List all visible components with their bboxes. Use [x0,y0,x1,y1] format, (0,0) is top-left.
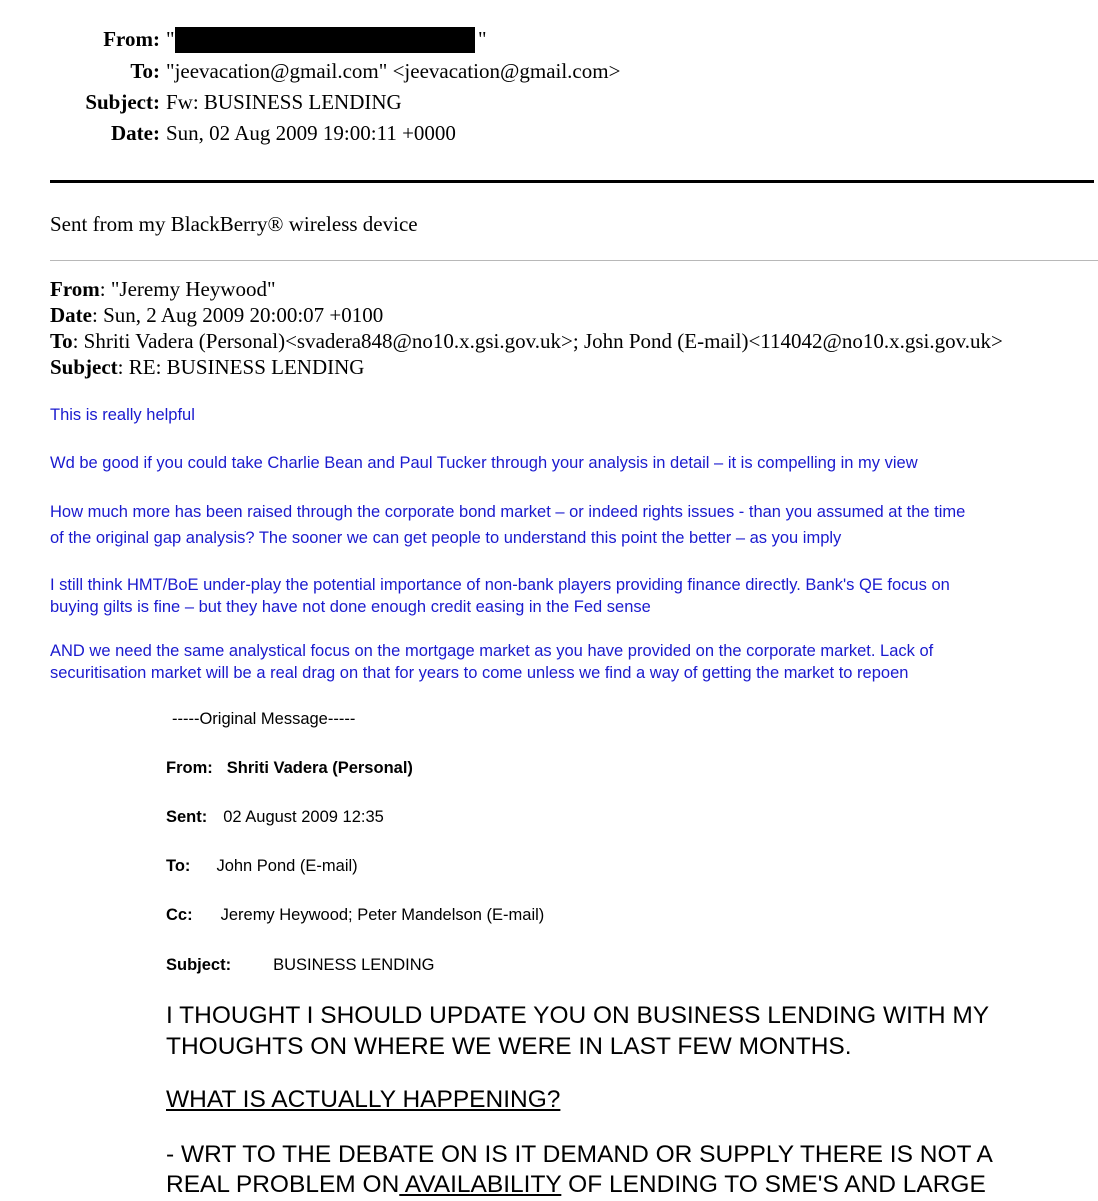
orig-to-value: John Pond (E-mail) [216,857,358,875]
orig-to-line [166,857,358,876]
header-divider [50,180,1094,183]
fwd-to-line [50,329,1098,354]
orig-sent-value: 02 August 2009 12:35 [223,808,384,826]
body-line [166,1169,986,1201]
reply-paragraph: How much more has been raised through the corporate bond market – or indeed rights issues - than you assumed at the time [50,503,966,521]
body-line: THOUGHTS ON WHERE WE WERE IN LAST FEW MONTHS. [166,1033,852,1060]
orig-sent-label: Sent: [166,808,208,826]
fwd-from-line [50,277,276,302]
fwd-to-label: To [50,329,73,353]
from-quote-close: " [478,27,487,51]
fwd-subject-line [50,355,364,380]
fwd-from-value: : "Jeremy Heywood" [99,277,276,301]
fwd-date-label: Date [50,303,92,327]
from-label: From: [103,27,160,51]
redaction-bar [175,27,475,53]
date-label: Date: [111,121,160,145]
orig-subject-line [166,956,434,975]
fwd-to-value: : Shriti Vadera (Personal)<svadera848@no10.x.gsi.gov.uk>; John Pond (E-mail)<114042@no10.x.gsi.gov.uk> [72,329,1003,353]
to-label: To: [130,59,160,83]
orig-from-value: Shriti Vadera (Personal) [226,759,413,777]
orig-subject-label: Subject: [166,956,232,974]
body-text: REAL PROBLEM ON [166,1171,400,1198]
sent-from-signature: Sent from my BlackBerry® wireless device [50,212,418,236]
fwd-subject-value: : RE: BUSINESS LENDING [117,355,365,379]
orig-from-label: From: [166,759,213,777]
date-value: Sun, 02 Aug 2009 19:00:11 +0000 [166,121,456,145]
body-line: - WRT TO THE DEBATE ON IS IT DEMAND OR SUPPLY THERE IS NOT A [166,1141,993,1168]
subject-value: Fw: BUSINESS LENDING [166,90,402,114]
reply-paragraph: securitisation market will be a real drag on that for years to come unless we find a way of getting the market to repoen [50,664,909,682]
orig-cc-label: Cc: [166,906,193,924]
fwd-subject-label: Subject [50,355,118,379]
orig-to-label: To: [166,857,191,875]
fwd-date-value: : Sun, 2 Aug 2009 20:00:07 +0100 [91,303,384,327]
orig-cc-line [166,906,544,925]
orig-from-line [166,759,413,778]
orig-sent-line [166,808,384,827]
original-message-separator: -----Original Message----- [172,710,356,728]
from-quote-open: " [166,27,175,51]
orig-cc-value: Jeremy Heywood; Peter Mandelson (E-mail) [220,906,545,924]
forward-divider [50,260,1098,261]
fwd-from-label: From [50,277,100,301]
subject-label: Subject: [85,90,160,114]
reply-paragraph: I still think HMT/BoE under-play the potential importance of non-bank players providing finance directly. Bank's QE focus on [50,576,950,594]
reply-paragraph: This is really helpful [50,406,195,424]
availability-emphasis: AVAILABILITY [399,1171,562,1198]
reply-paragraph: buying gilts is fine – but they have not done enough credit easing in the Fed sense [50,598,651,616]
to-value: "jeevacation@gmail.com" <jeevacation@gmail.com> [166,59,621,83]
body-text: OF LENDING TO SME'S AND LARGE [561,1171,986,1198]
fwd-date-line [50,303,383,328]
body-line: I THOUGHT I SHOULD UPDATE YOU ON BUSINESS LENDING WITH MY [166,1002,990,1029]
reply-paragraph: AND we need the same analystical focus on the mortgage market as you have provided on the corporate market. Lack of [50,642,934,660]
body-heading: WHAT IS ACTUALLY HAPPENING? [166,1086,561,1113]
orig-subject-value: BUSINESS LENDING [273,956,435,974]
reply-paragraph: Wd be good if you could take Charlie Bean and Paul Tucker through your analysis in detail – it is compelling in my view [50,454,918,472]
reply-paragraph: of the original gap analysis? The sooner we can get people to understand this point the better – as you imply [50,529,842,547]
